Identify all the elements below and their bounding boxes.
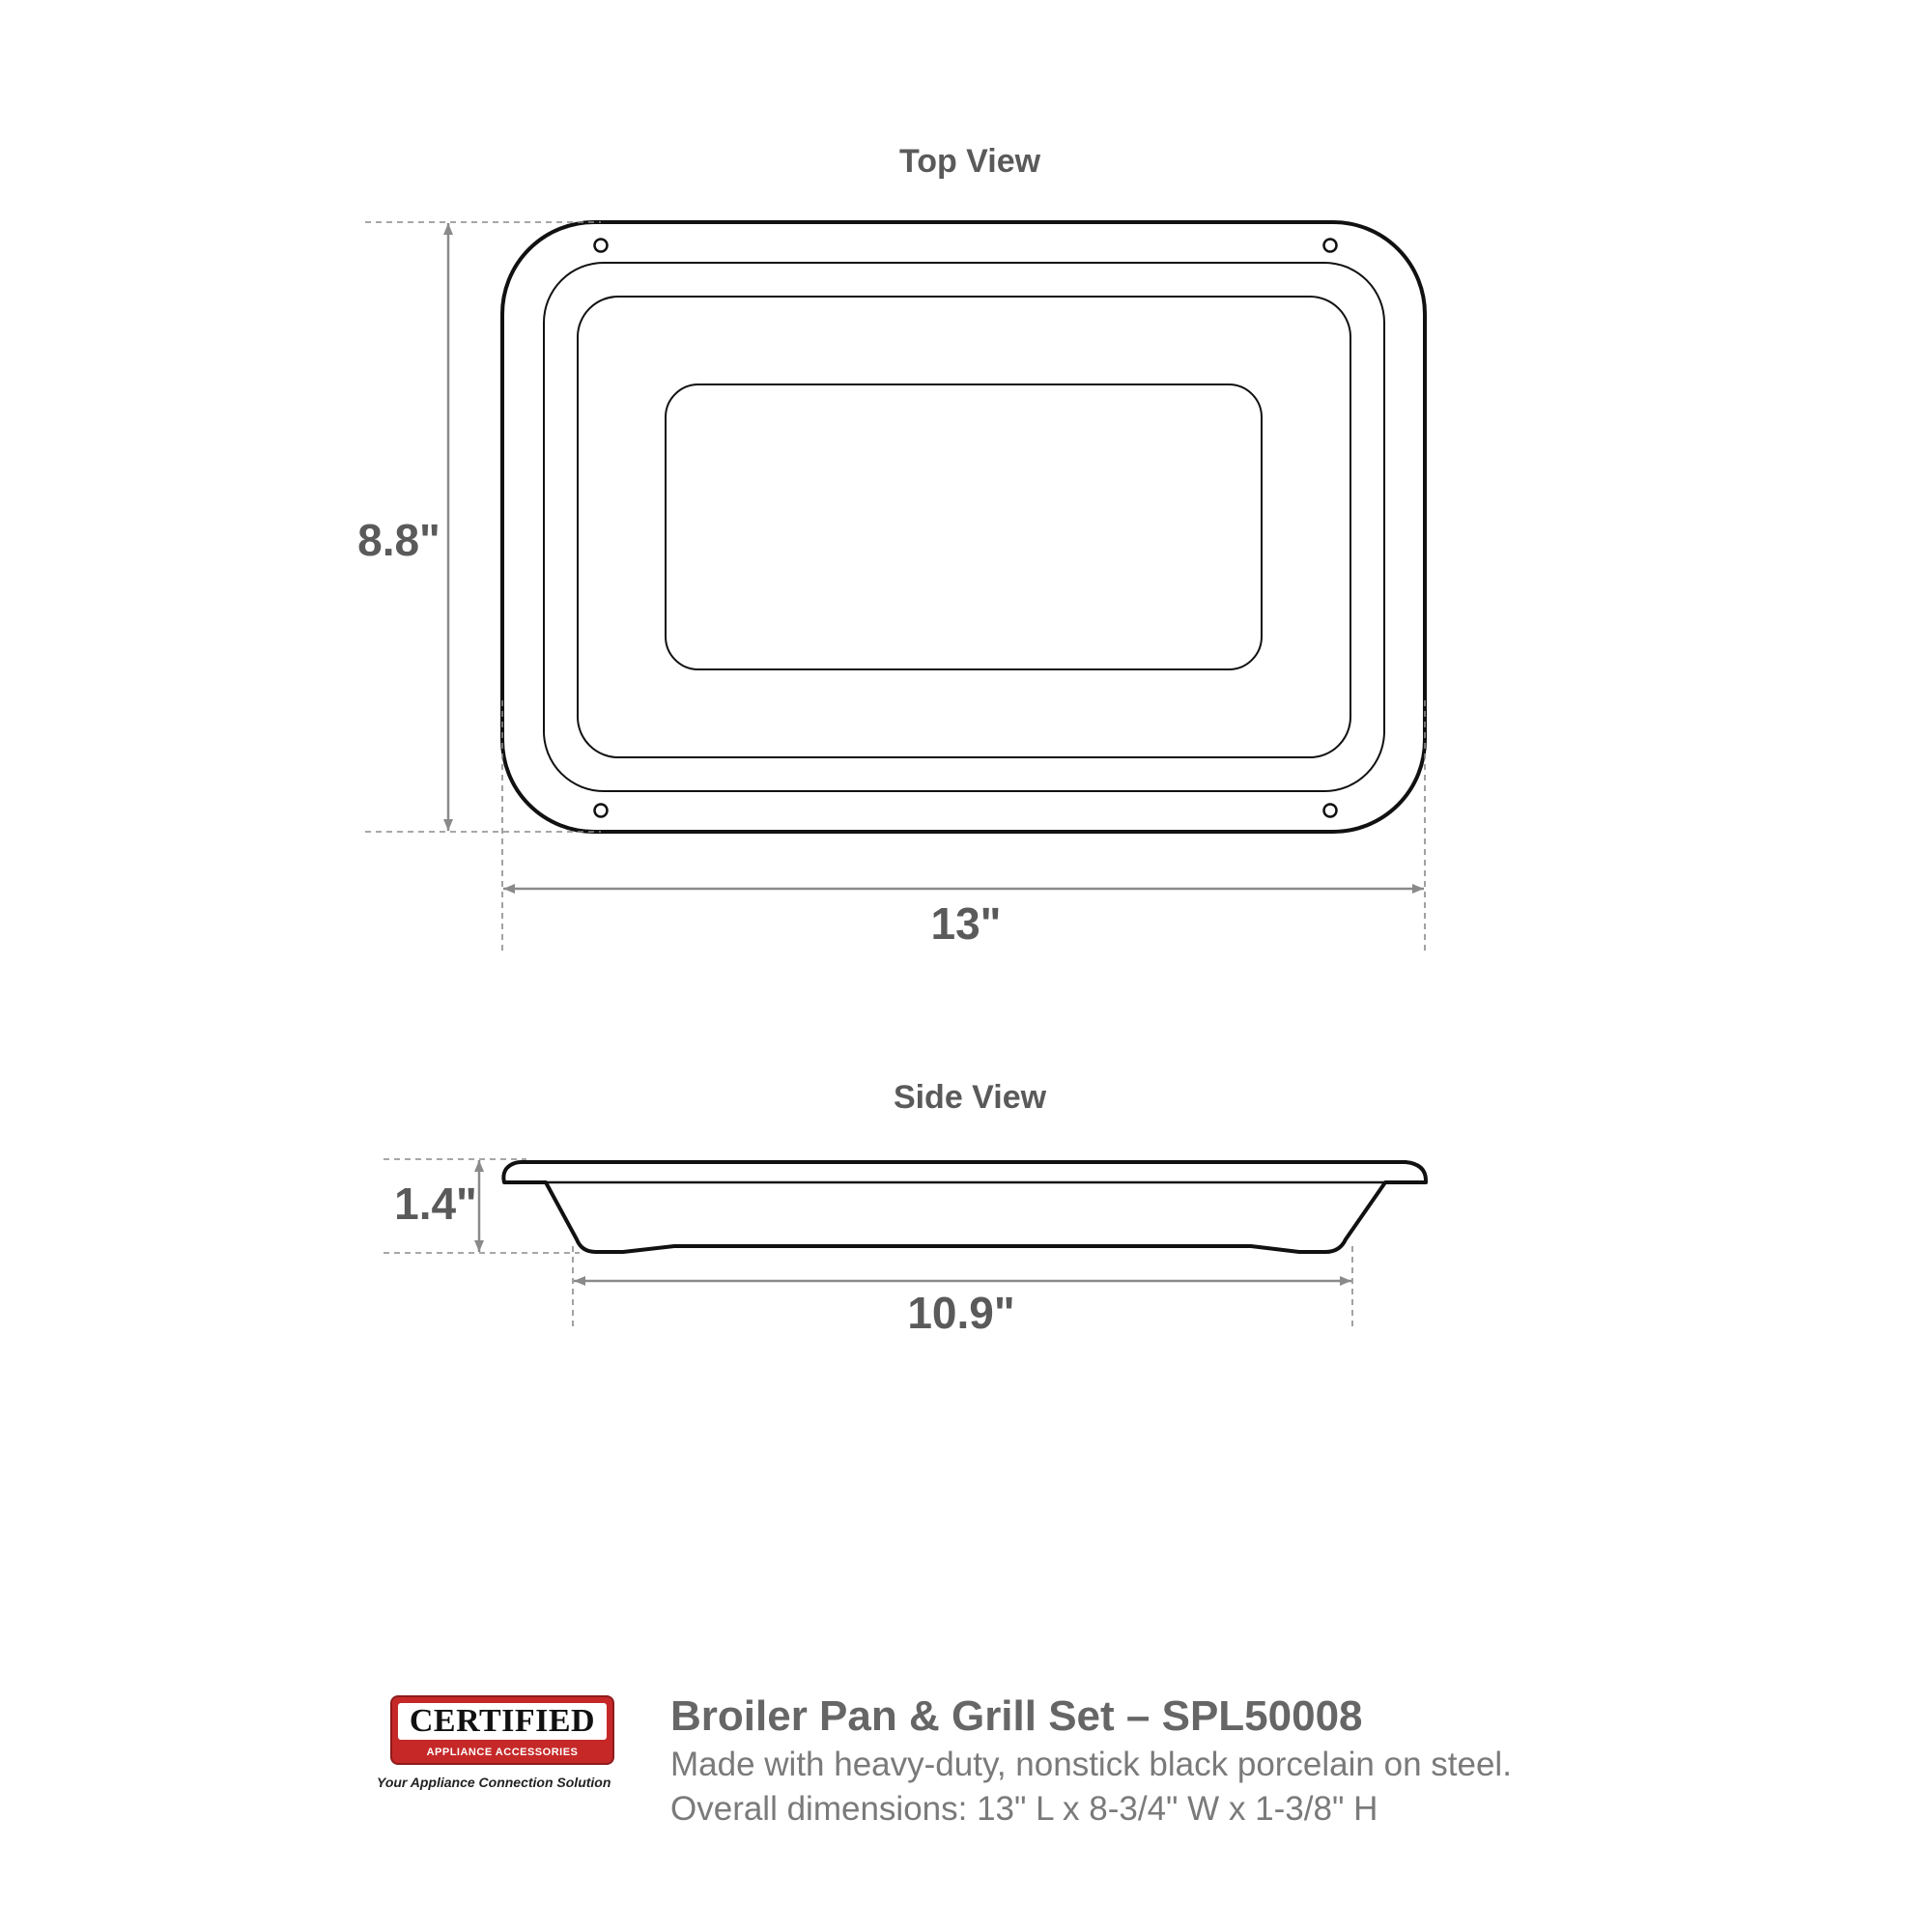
product-description [670, 1690, 1723, 1832]
product-footer [377, 1690, 1729, 1845]
certified-logo [377, 1695, 628, 1790]
pan-inner-rim [544, 263, 1384, 791]
corner-hole-icon [595, 240, 608, 252]
corner-hole-icon [595, 805, 608, 817]
top-view-title: Top View [898, 143, 1041, 180]
product-title: Broiler Pan & Grill Set – SPL50008 [670, 1692, 1363, 1740]
corner-hole-icon [1324, 805, 1337, 817]
pan-outer-rim [502, 222, 1425, 832]
side-view-width-label: 10.9" [907, 1288, 1015, 1338]
pan-center-panel [666, 384, 1262, 669]
product-material: Made with heavy-duty, nonstick black porcelain on steel. [670, 1746, 1512, 1783]
top-view-width-label: 13" [930, 898, 1002, 949]
top-view-pan [502, 222, 1425, 832]
side-profile [503, 1162, 1426, 1252]
product-dimensions: Overall dimensions: 13" L x 8-3/4" W x 1-3/8" H [670, 1790, 1378, 1828]
top-view-height-label: 8.8" [357, 515, 440, 565]
side-view-pan [503, 1162, 1426, 1252]
logo-tagline: Your Appliance Connection Solution [377, 1775, 611, 1790]
pan-floor [578, 297, 1350, 757]
logo-word: CERTIFIED [409, 1703, 596, 1739]
corner-hole-icon [1324, 240, 1337, 252]
side-view-height-label: 1.4" [394, 1179, 477, 1229]
logo-subtitle: APPLIANCE ACCESSORIES [426, 1747, 579, 1758]
logo-badge [390, 1695, 614, 1765]
side-view-title: Side View [893, 1079, 1047, 1116]
